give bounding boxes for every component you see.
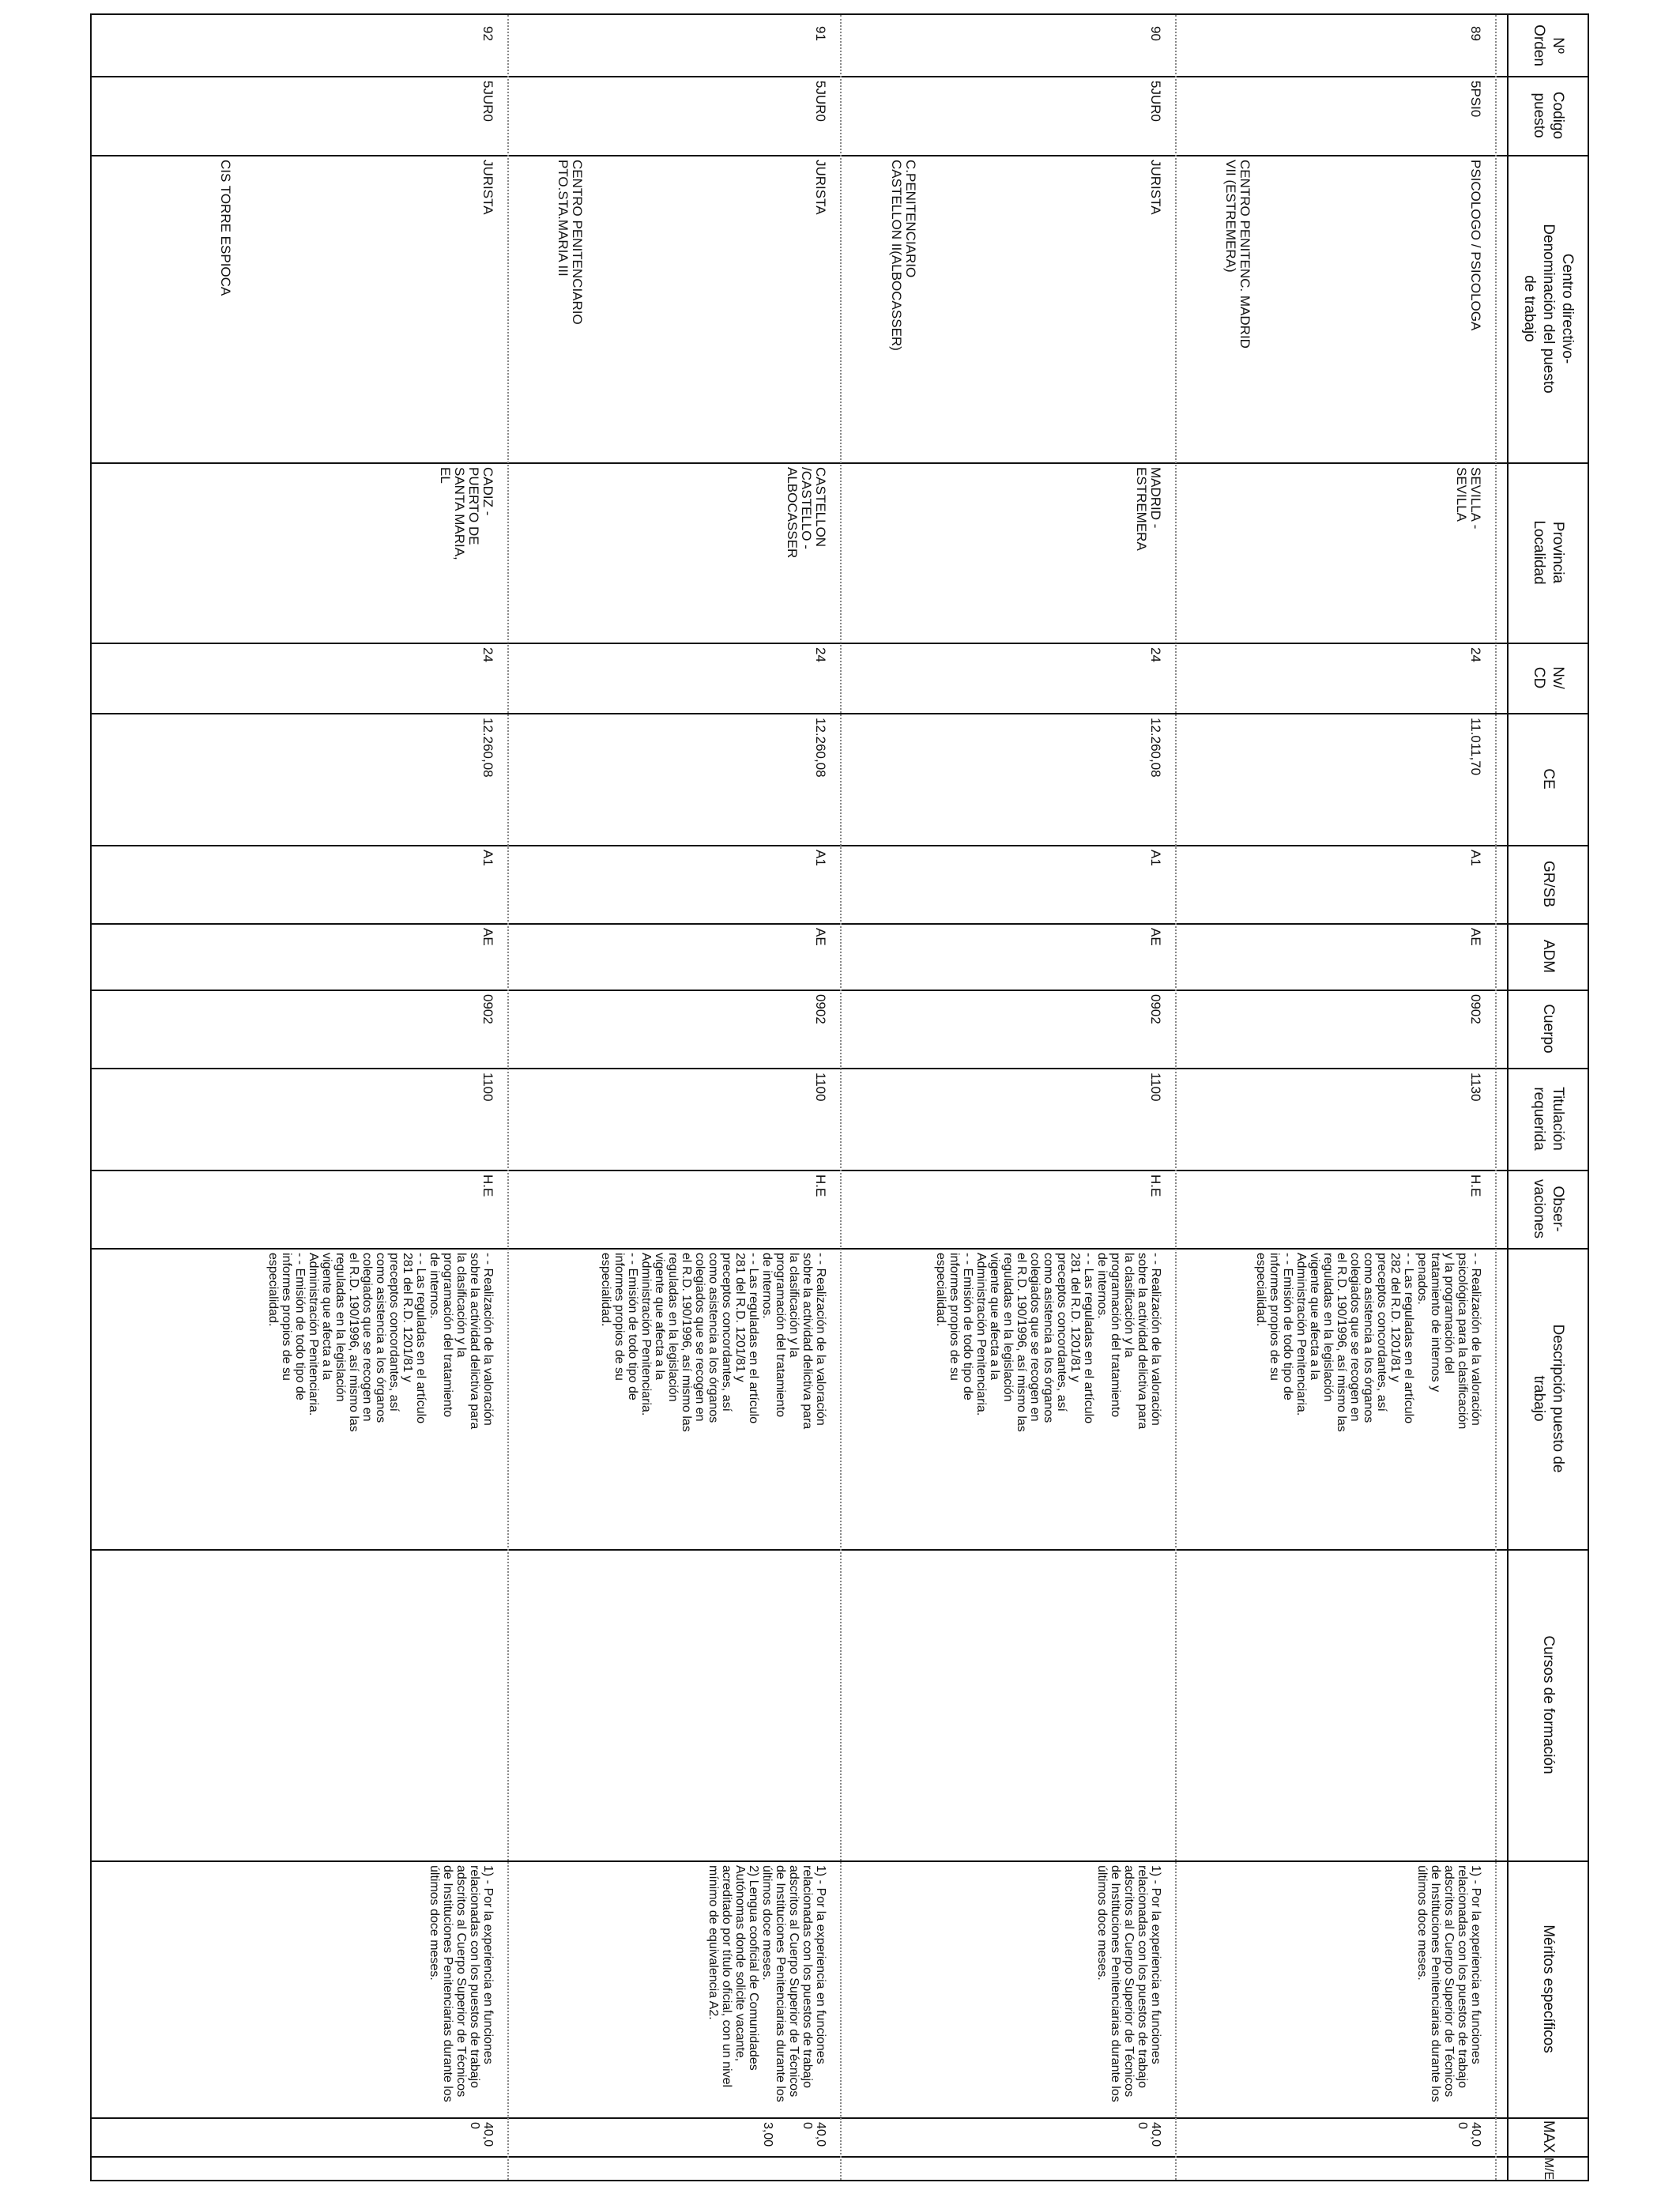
cell-cuerpo: 0902	[813, 994, 828, 1024]
cell-codigo: 5JUR0	[1148, 81, 1163, 122]
cell-meritos: 1) - Por la experiencia en funciones relacionadas con los puestos de trabajo adscritos al Cuerpo Superior de Técnicos de Instituciones Penitenciarias durante los últimos doce meses.	[1095, 1865, 1162, 2102]
cell-nivel: 24	[813, 647, 828, 662]
header-meritos: Méritos específicos	[1540, 1924, 1557, 2053]
cell-codigo: 5PSI0	[1468, 81, 1483, 118]
cell-orden: 89	[1468, 26, 1483, 41]
header-ce: CE	[1540, 768, 1557, 790]
header-adm: ADM	[1540, 939, 1557, 974]
cell-observaciones: H.E	[1468, 1174, 1483, 1197]
cell-meritos: 1) - Por la experiencia en funciones relacionadas con los puestos de trabajo adscritos al Cuerpo Superior de Técnicos de Instituciones Penitenciarias durante los últimos doce meses.	[1415, 1865, 1482, 2102]
row-divider	[1495, 15, 1497, 2180]
cell-ce: 12.260,08	[480, 718, 495, 778]
header-max: MAX	[1540, 2120, 1557, 2154]
cell-codigo: 5JUR0	[480, 81, 495, 122]
cell-observaciones: H.E	[480, 1174, 495, 1197]
cell-titulacion: 1100	[813, 1072, 828, 1102]
cell-meritos: 1) - Por la experiencia en funciones relacionadas con los puestos de trabajo adscritos al Cuerpo Superior de Técnicos de Instituciones Penitenciarias durante los últimos doce meses. 2) Lengua cooficial de Comunidades Autónomas donde solicite vacante, acreditado por título oficial, con un nivel mínimo de equivalencia A2.	[706, 1865, 827, 2102]
cell-denominacion: JURISTA	[813, 160, 828, 215]
cell-denominacion: JURISTA	[1148, 160, 1163, 215]
header-observaciones: Obser- vaciones	[1531, 1179, 1566, 1238]
cell-provincia: MADRID - ESTREMERA	[1134, 467, 1163, 551]
row-divider	[507, 15, 509, 2180]
centro-directivo: CENTRO PENITENCIARIO PTO.STA.MARIA III	[556, 160, 585, 325]
header-grupo: GR/SB	[1540, 860, 1557, 908]
cell-nivel: 24	[1468, 647, 1483, 662]
row-divider	[840, 15, 842, 2180]
cell-nivel: 24	[480, 647, 495, 662]
header-me: M/E	[1542, 2157, 1555, 2181]
centro-directivo: C.PENITENCIARIO CASTELLON II(ALBOCASSER)	[889, 160, 918, 351]
cell-denominacion: PSICOLOGO / PSICOLOGA	[1468, 160, 1483, 331]
cell-grupo: A1	[1148, 850, 1163, 866]
cell-nivel: 24	[1148, 647, 1163, 662]
cell-adm: AE	[1468, 928, 1483, 946]
cell-orden: 92	[480, 26, 495, 41]
vacancy-table	[90, 13, 1589, 2181]
header-cuerpo: Cuerpo	[1540, 1004, 1557, 1054]
cell-grupo: A1	[813, 850, 828, 866]
cell-titulacion: 1130	[1468, 1072, 1483, 1102]
cell-max: 40,0 0	[1456, 2122, 1482, 2147]
cell-orden: 91	[813, 26, 828, 41]
cell-descripcion: - - Realización de la valoración sobre la actividad delictiva para la clasificación y la programación del tratamiento de internos. - - Las reguladas en el artículo 281 del R.D. 1201/81 y preceptos concordantes, así como asistencia a los órganos colegiados que se recogen en el R.D. 190/1996, así mismo las reguladas en la legislación vigente que afecta a la Administración Penitenciaria. - - Emisión de todo tipo de informes propios de su especialidad.	[599, 1253, 827, 1432]
cell-descripcion: - - Realización de la valoración sobre la actividad delictiva para la clasificación y la programación del tratamiento de internos. - - Las reguladas en el artículo 281 del R.D. 1201/81 y preceptos concordantes, así como asistencia a los órganos colegiados que se recogen en el R.D. 190/1996, así mismo las reguladas en la legislación vigente que afecta a la Administración Penitenciaria. - - Emisión de todo tipo de informes propios de su especialidad.	[266, 1253, 495, 1432]
cell-ce: 12.260,08	[813, 718, 828, 778]
cell-titulacion: 1100	[1148, 1072, 1163, 1102]
header-nivel: Nv/ CD	[1531, 666, 1566, 689]
cell-ce: 12.260,08	[1148, 718, 1163, 778]
cell-grupo: A1	[1468, 850, 1483, 866]
header-provincia: Provincia Localidad	[1531, 520, 1566, 585]
cell-orden: 90	[1148, 26, 1163, 41]
cell-cuerpo: 0902	[1148, 994, 1163, 1024]
header-descripcion: Descripción puesto de trabajo	[1531, 1324, 1566, 1473]
cell-observaciones: H.E	[813, 1174, 828, 1197]
cell-codigo: 5JUR0	[813, 81, 828, 122]
cell-max: 40,0 0	[1136, 2122, 1162, 2147]
cell-adm: AE	[1148, 928, 1163, 946]
cell-denominacion: JURISTA	[480, 160, 495, 215]
header-centro: Centro directivo- Denominación del puesto de trabajo	[1521, 224, 1576, 394]
cell-meritos: 1) - Por la experiencia en funciones relacionadas con los puestos de trabajo adscritos al Cuerpo Superior de Técnicos de Instituciones Penitenciarias durante los últimos doce meses.	[428, 1865, 495, 2102]
cell-max: 40,0 0	[468, 2122, 495, 2147]
cell-titulacion: 1100	[480, 1072, 495, 1102]
cell-max-second: 3,00	[761, 2122, 774, 2147]
cell-provincia: SEVILLA - SEVILLA	[1454, 467, 1483, 530]
header-codigo: Codigo puesto	[1531, 91, 1566, 140]
cell-provincia: CASTELLON /CASTELLO - ALBOCASSER	[785, 467, 828, 559]
cell-provincia: CADIZ - PUERTO DE SANTA MARIA, EL	[438, 467, 495, 560]
row-divider	[1175, 15, 1177, 2180]
cell-observaciones: H.E	[1148, 1174, 1163, 1197]
cell-adm: AE	[813, 928, 828, 946]
cell-cuerpo: 0902	[1468, 994, 1483, 1024]
cell-adm: AE	[480, 928, 495, 946]
cell-descripcion: - - Realización de la valoración sobre la actividad delictiva para la clasificación y la programación del tratamiento de internos. - - Las reguladas en el artículo 281 del R.D. 1201/81 y preceptos concordantes, así como asistencia a los órganos colegiados que se recogen en el R.D. 190/1996, así mismo las reguladas en la legislación vigente que afecta a la Administración Penitenciaria. - - Emisión de todo tipo de informes propios de su especialidad.	[934, 1253, 1162, 1432]
centro-directivo: CENTRO PENITENC. MADRID VII (ESTREMERA)	[1223, 160, 1252, 349]
cell-descripcion: - - Realización de la valoración psicológica para la clasificación y la programación del tratamiento de internos y penados. - - Las reguladas en el artículo 282 del R.D. 1201/81 y preceptos concordantes, así como asistencia a los órganos colegiados que se recogen en el R.D. 190/1996, así mismo las reguladas en la legislación vigente que afecta a la Administración Penitenciaria. - - Emisión de todo tipo de informes propios de su especialidad.	[1254, 1253, 1482, 1432]
cell-grupo: A1	[480, 850, 495, 866]
cell-cuerpo: 0902	[480, 994, 495, 1024]
header-cursos: Cursos de formación	[1540, 1635, 1557, 1774]
centro-directivo: CIS TORRE ESPIOCA	[218, 160, 233, 296]
header-divider	[1507, 15, 1509, 2180]
header-titulacion: Titulación requerida	[1531, 1087, 1566, 1151]
header-orden: Nº Orden	[1531, 25, 1566, 66]
cell-max: 40,0 0	[800, 2122, 827, 2147]
cell-ce: 11.011,70	[1468, 718, 1483, 776]
